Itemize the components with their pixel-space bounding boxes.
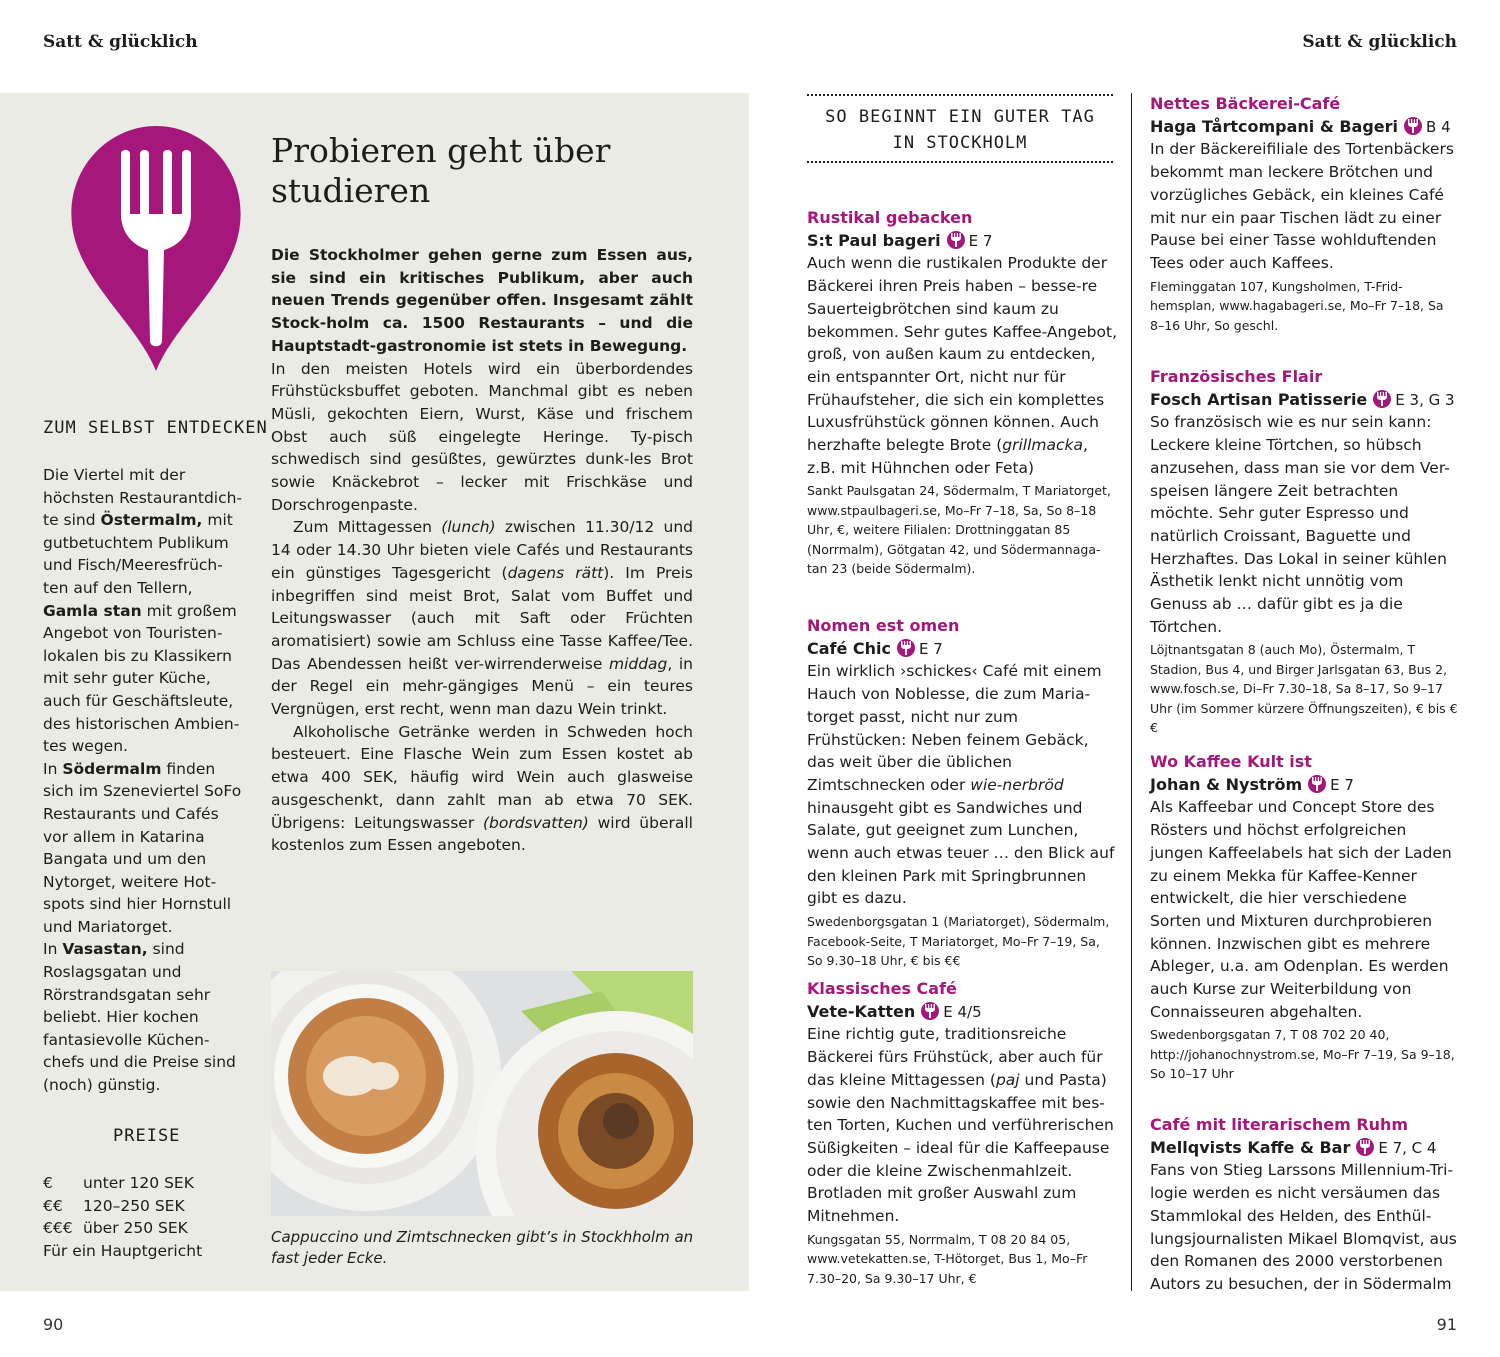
sidebar-text bbox=[43, 464, 243, 1097]
price-row: €€€ über 250 SEK bbox=[43, 1219, 188, 1238]
listing-address: Sankt Paulsgatan 24, Södermalm, T Mariatorget, www.stpaulbageri.se, Mo–Fr 7–18, Sa, So 8–18 Uhr, €, weitere Filialen: Drottninggatan 85 (Norrmalm), Götgatan 42, und Södermannaga-tan 23 (beide Södermalm). bbox=[807, 483, 1111, 577]
photo-cappuccino-cinnamon-bun bbox=[271, 971, 693, 1216]
prices-list bbox=[43, 1172, 243, 1262]
dotted-rule-top bbox=[807, 94, 1113, 96]
column-divider bbox=[1131, 93, 1132, 1291]
article-paragraph-1: In den meisten Hotels wird ein überbordendes Frühstücksbuffet geboten. Manchmal gibt es neben Müsli, gekochten Eiern, Wurst, Käse und frischem Obst auch süß eingelegte Heringe. Ty-pisch schwedisch sind gesüßtes, gewürztes dunk-les Brot sowie Knäckebrot – lecker mit Frischkäse und Dorschrogenpaste. bbox=[271, 359, 693, 514]
listing-text: Fans von Stieg Larssons Millennium-Tri-logie werden es nicht versäumen das Stammlokal des Helden, des Enthül-lungsjournalisten Mikael Blomqvist, aus den Romanen des 2000 verstorbenen Autors zu besuchen, der in Södermalm bbox=[1150, 1161, 1457, 1293]
listing-name-row: Haga Tårtcompani & Bageri B 4 bbox=[1150, 116, 1451, 136]
running-header-right: Satt & glücklich bbox=[1302, 32, 1457, 52]
listing-johan-nystrom bbox=[1150, 751, 1460, 1084]
listing-name-row: Fosch Artisan Patisserie E 3, G 3 bbox=[1150, 389, 1455, 409]
listing-text: Auch wenn die rustikalen Produkte der Bäckerei ihren Preis haben – besse-re Sauerteigbrötchen sind kaum zu bekommen. Sehr gutes Kaffee-Angebot, groß, von außen kaum zu entdecken, ein entspannter Ort, nicht nur für Frühaufsteher, die sich ein komplettes Luxusfrühstück gönnen können. Auch herzhafte belegte Brote (grillmacka, z.B. mit Hühnchen oder Feta) bbox=[807, 254, 1117, 477]
sidebar-heading: ZUM SELBST ENTDECKEN bbox=[43, 418, 268, 438]
listing-st-paul-bageri bbox=[807, 207, 1117, 579]
page-number-left: 90 bbox=[43, 1315, 64, 1334]
restaurant-icon bbox=[921, 1002, 939, 1020]
sidebar-paragraph-2: In Södermalm finden sich im Szeneviertel SoFo Restaurants und Cafés vor allem in Katarina Bangata und um den Nytorget, weitere Hot-spots sind hier Hornstull und Mariatorget. bbox=[43, 759, 242, 936]
listing-address: Fleminggatan 107, Kungsholmen, T-Frid-hemsplan, www.hagabageri.se, Mo–Fr 7–18, Sa 8–16 Uhr, So geschl. bbox=[1150, 278, 1444, 333]
listing-text: Als Kaffeebar und Concept Store des Rösters und höchst erfolgreichen jungen Kaffeelabels hat sich der Laden zu einem Mekka für Kaffee-Kenner entwickelt, die hier verschiedene Sorten und Mixturen durchprobieren können. Inzwischen gibt es mehrere Ableger, u.a. am Odenplan. Es werden auch Kurse zur Weiterbildung von Connaisseuren abgehalten. bbox=[1150, 798, 1452, 1021]
listing-subtitle: Nettes Bäckerei-Café bbox=[1150, 94, 1341, 113]
listing-address: Löjtnantsgatan 8 (auch Mo), Östermalm, T Stadion, Bus 4, und Birger Jarlsgatan 63, Bus 2, www.fosch.se, Di–Fr 7.30–18, Sa 8–17, So 9–17 Uhr (im Sommer kürzere Öffnungszeiten), € bis €€ bbox=[1150, 642, 1458, 736]
restaurant-icon bbox=[1356, 1138, 1374, 1156]
article-paragraph-2: Zum Mittagessen (lunch) zwischen 11.30/12 und 14 oder 14.30 Uhr bieten viele Cafés und Restaurants ein günstiges Tagesgericht (dagens rätt). Im Preis inbegriffen sind meist Brot, Salat vom Buffet und Leitungswasser (auch mit Saft oder Früchten aromatisiert) sowie am Schluss eine Tasse Kaffee/Tee. Das Abendessen heißt ver-wirrenderweise middag, in der Regel ein mehr-gängiges Menü – ein teures Vergnügen, erst recht, wenn man dazu Wein trinkt. bbox=[271, 518, 694, 719]
listing-text: Eine richtig gute, traditionsreiche Bäckerei fürs Frühstück, aber auch für das kleine Mittagessen (paj und Pasta) sowie den Nachmittagskaffee mit bes-ten Torten, Kuchen und verführerischen Süßigkeiten – ideal für die Kaffeepause oder die kleine Zwischenmahlzeit. Brotladen mit großer Auswahl zum Mitnehmen. bbox=[807, 1025, 1114, 1226]
restaurant-icon bbox=[1404, 117, 1422, 135]
article-title: Probieren geht über studieren bbox=[271, 131, 611, 210]
listing-subtitle: Klassisches Café bbox=[807, 979, 957, 998]
listing-fosch-artisan bbox=[1150, 366, 1460, 738]
listing-subtitle: Nomen est omen bbox=[807, 616, 960, 635]
listing-subtitle: Wo Kaffee Kult ist bbox=[1150, 752, 1312, 771]
page-number-right: 91 bbox=[1436, 1315, 1457, 1334]
box-heading: SO BEGINNT EIN GUTER TAG IN STOCKHOLM bbox=[825, 107, 1095, 153]
fork-pin-icon bbox=[68, 126, 244, 371]
listing-mellqvists bbox=[1150, 1114, 1460, 1296]
restaurant-icon bbox=[1373, 390, 1391, 408]
price-row: € unter 120 SEK bbox=[43, 1174, 194, 1192]
restaurant-icon bbox=[1308, 775, 1326, 793]
listing-address: Swedenborgsgatan 1 (Mariatorget), Södermalm, Facebook-Seite, T Mariatorget, Mo–Fr 7–19, Sa, So 9.30–18 Uhr, € bis €€ bbox=[807, 914, 1110, 969]
listing-subtitle: Café mit literarischem Ruhm bbox=[1150, 1115, 1409, 1134]
listing-name-row: S:t Paul bageri E 7 bbox=[807, 230, 993, 250]
prices-note: Für ein Hauptgericht bbox=[43, 1241, 203, 1260]
restaurant-icon bbox=[897, 639, 915, 657]
restaurant-icon bbox=[947, 231, 965, 249]
listing-text: Ein wirklich ›schickes‹ Café mit einem Hauch von Noblesse, die zum Maria-torget passt, nicht nur zum Frühstücken: Neben feinem Gebäck, das weit über die üblichen Zimtschnecken oder wie-nerbröd hinausgeht gibt es Sandwiches und Salate, gut geeignet zum Lunchen, wenn auch etwas teuer … den Blick auf den kleinen Park mit Springbrunnen gibt es dazu. bbox=[807, 662, 1115, 908]
listing-subtitle: Französisches Flair bbox=[1150, 367, 1323, 386]
listing-name-row: Vete-Katten E 4/5 bbox=[807, 1001, 982, 1021]
article-body bbox=[271, 244, 693, 857]
listing-address: Swedenborgsgatan 7, T 08 702 20 40, http://johanochnystrom.se, Mo–Fr 7–19, Sa 9–18, So 10–17 Uhr bbox=[1150, 1027, 1455, 1082]
article-lead: Die Stockholmer gehen gerne zum Essen aus, sie sind ein kritisches Publikum, aber auch neuen Trends gegenüber offen. Insgesamt zählt Stock-holm ca. 1500 Restaurants – und die Hauptstadt-gastronomie ist stets in Bewegung. bbox=[271, 246, 693, 355]
dotted-rule-bottom bbox=[807, 161, 1113, 163]
listing-name-row: Mellqvists Kaffe & Bar E 7, C 4 bbox=[1150, 1137, 1437, 1157]
sidebar-paragraph-1: Die Viertel mit der höchsten Restaurantdich- te sind Östermalm, mit gutbetuchtem Publikum und Fisch/Meeresfrüch-ten auf den Tellern, Gamla stan mit großem Angebot von Touristen-lokalen bis zu Klassikern mit sehr guter Küche, auch für Geschäftsleute, des historischen Ambien-tes wegen. bbox=[43, 466, 243, 756]
listing-name-row: Café Chic E 7 bbox=[807, 638, 943, 658]
listing-cafe-chic bbox=[807, 615, 1117, 971]
prices-heading: PREISE bbox=[113, 1126, 181, 1146]
article-paragraph-3: Alkoholische Getränke werden in Schweden hoch besteuert. Eine Flasche Wein zum Essen kostet ab etwa 400 SEK, häufig wird Wein auch glasweise ausgeschenkt, dann zahlt man ab etwa 70 SEK. Übrigens: Leitungswasser (bordsvatten) wird überall kostenlos zum Essen angeboten. bbox=[271, 722, 693, 855]
listing-vete-katten bbox=[807, 978, 1117, 1288]
listing-haga-tartcompani bbox=[1150, 93, 1460, 335]
sidebar-paragraph-3: In Vasastan, sind Roslagsgatan und Rörstrandsgatan sehr beliebt. Hier kochen fantasievolle Küchen-chefs und die Preise sind (noch) günstig. bbox=[43, 940, 236, 1095]
listing-text: So französisch wie es nur sein kann: Leckere kleine Törtchen, so hübsch anzusehen, dass man sie vor dem Ver-speisen längere Zeit betrachten möchte. Sehr guter Espresso und natürlich Croissant, Baguette und Herzhaftes. Das Lokal in seiner kühlen Ästhetik lenkt nicht unnötig vom Genuss ab … dafür gibt es ja die Törtchen. bbox=[1150, 413, 1450, 636]
listing-name-row: Johan & Nyström E 7 bbox=[1150, 774, 1354, 794]
photo-caption: Cappuccino und Zimtschnecken gibt’s in Stockhholm an fast jeder Ecke. bbox=[271, 1228, 694, 1267]
listing-text: In der Bäckereifiliale des Tortenbäckers bekommt man leckere Brötchen und vorzügliches Gebäck, ein kleines Café mit nur ein paar Tischen lädt zu einer Pause bei einer Tasse wohlduftenden Tees oder auch Kaffees. bbox=[1150, 140, 1454, 272]
price-row: €€ 120–250 SEK bbox=[43, 1196, 185, 1215]
listing-subtitle: Rustikal gebacken bbox=[807, 208, 973, 227]
running-header-left: Satt & glücklich bbox=[43, 32, 198, 52]
listing-address: Kungsgatan 55, Norrmalm, T 08 20 84 05, www.vetekatten.se, T-Hötorget, Bus 1, Mo–Fr 7.30–20, Sa 9.30–17 Uhr, € bbox=[807, 1231, 1088, 1286]
